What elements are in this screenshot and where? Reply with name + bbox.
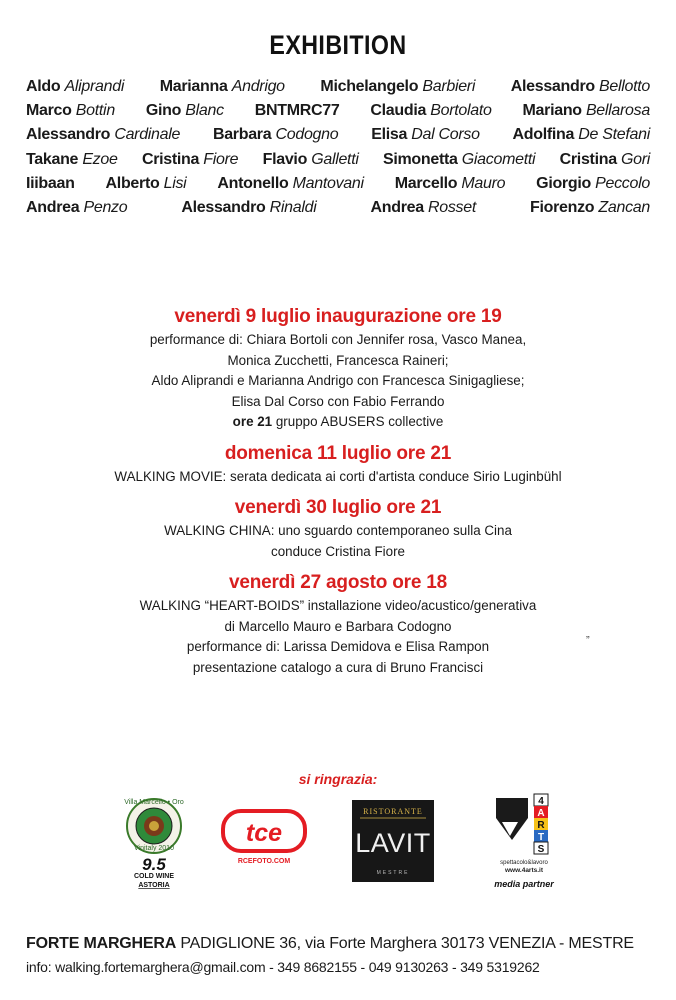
footer — [26, 932, 654, 978]
artist-last-name: De Stefani — [578, 126, 650, 144]
artist-first-name: Cristina — [141, 150, 200, 168]
event-line: WALKING CHINA: uno sguardo contemporaneo sulla Cina — [164, 523, 512, 538]
artist-name — [106, 175, 187, 193]
tce-sponsor-logo — [220, 808, 308, 868]
radio-frequency: 9.5 — [142, 855, 166, 874]
venue-address — [26, 932, 654, 956]
artist-name — [255, 102, 340, 120]
artist-first-name: Alberto — [105, 174, 160, 192]
tce-logo-text: tce — [245, 819, 283, 847]
artist-first-name: Simonetta — [382, 150, 458, 168]
artist-first-name: Fiorenzo — [529, 198, 595, 216]
lavit-bottom-text: MESTRE — [376, 870, 410, 876]
artist-first-name: Adolfina — [512, 126, 575, 144]
artist-first-name: Claudia — [370, 102, 427, 120]
artist-last-name: Ezoe — [82, 150, 118, 168]
artist-list — [26, 78, 650, 223]
artist-last-name: Andrigo — [231, 78, 285, 95]
event-line: presentazione catalogo a cura di Bruno Francisci — [192, 659, 484, 675]
event-title: domenica 11 luglio ore 21 — [224, 442, 452, 464]
artist-last-name: Barbieri — [422, 78, 476, 95]
artist-name — [213, 126, 338, 144]
artist-row — [26, 151, 650, 175]
event-line: di Marcello Mauro e Barbara Codogno — [224, 618, 452, 634]
artist-last-name: Fiore — [203, 150, 239, 168]
event-line: Monica Zucchetti, Francesca Raineri; — [227, 352, 449, 368]
artist-name — [530, 199, 650, 217]
4arts-letter: A — [537, 808, 545, 819]
artist-last-name: Rosset — [427, 198, 476, 216]
artist-first-name: Andrea — [370, 198, 424, 216]
quote-mark-decoration: „ — [586, 628, 590, 640]
artist-last-name: Lisi — [163, 174, 187, 192]
event-line: Elisa Dal Corso con Fabio Ferrando — [231, 393, 445, 409]
event-line: conduce Cristina Fiore — [271, 543, 405, 559]
artist-last-name: Mauro — [461, 174, 506, 192]
4arts-tagline: spettacolo&lavoro — [500, 860, 548, 866]
event-title: venerdì 27 agosto ore 18 — [228, 572, 447, 593]
radio-year: Vinitaly 2010 — [134, 845, 174, 852]
artist-first-name: Antonello — [217, 174, 289, 192]
lavit-name: LAVIT — [355, 828, 431, 858]
artist-name — [371, 126, 479, 144]
artist-first-name: Marco — [26, 102, 72, 120]
event-detail: gruppo ABUSERS collective — [272, 414, 444, 429]
radio-subtitle: COLD WINE — [133, 873, 175, 880]
artist-row — [26, 102, 650, 126]
artist-row — [26, 199, 650, 223]
artist-last-name: Peccolo — [595, 174, 650, 192]
artist-first-name: Giorgio — [536, 174, 591, 192]
4arts-letter: R — [537, 820, 545, 831]
4arts-letter: S — [537, 844, 545, 855]
artist-last-name: Bellarosa — [585, 102, 650, 120]
event-schedule — [0, 304, 676, 686]
artist-last-name: Bottin — [75, 102, 115, 120]
artist-first-name: Takane — [26, 150, 79, 168]
artist-first-name: Mariano — [522, 102, 582, 120]
radio-brand: ASTORIA — [138, 882, 170, 889]
artist-first-name: Barbara — [212, 126, 272, 144]
event-line — [0, 412, 676, 433]
artist-last-name: Rinaldi — [269, 198, 317, 216]
artist-last-name: Dal Corso — [411, 126, 480, 144]
4arts-sponsor-logo — [488, 792, 564, 892]
lavit-top-text: RISTORANTE — [363, 807, 423, 816]
artist-name — [536, 175, 650, 193]
artist-first-name: Alessandro — [181, 198, 266, 216]
artist-last-name: Aliprandi — [64, 78, 125, 95]
artist-row — [26, 78, 650, 102]
artist-last-name: Bortolato — [430, 102, 492, 120]
artist-name — [263, 151, 359, 169]
artist-last-name: Cardinale — [114, 126, 181, 144]
artist-first-name: BNTMRC77 — [254, 102, 340, 120]
artist-name — [26, 199, 127, 217]
tce-url: RCEFOTO.COM — [237, 858, 291, 865]
exhibition-title: EXHIBITION — [269, 30, 407, 60]
event-line: Aldo Aliprandi e Marianna Andrigo con Francesca Sinigagliese; — [151, 373, 525, 388]
radio-sponsor-logo — [124, 792, 184, 892]
artist-name — [181, 199, 316, 217]
artist-row — [26, 175, 650, 199]
thanks-label: si ringrazia: — [298, 771, 378, 787]
lavit-sponsor-logo — [352, 800, 434, 882]
artist-name — [217, 175, 363, 193]
artist-name — [370, 102, 491, 120]
artist-name — [146, 102, 224, 120]
artist-first-name: Marianna — [159, 78, 228, 95]
artist-name — [26, 102, 115, 120]
artist-name — [513, 126, 650, 144]
event-walking-china — [0, 495, 676, 562]
artist-name — [26, 175, 75, 193]
event-title: venerdì 9 luglio inaugurazione ore 19 — [174, 306, 502, 327]
artist-first-name: Cristina — [559, 150, 617, 168]
artist-last-name: Gori — [620, 150, 650, 168]
event-line: performance di: Chiara Bortoli con Jennifer rosa, Vasco Manea, — [149, 332, 527, 347]
artist-first-name: Alessandro — [26, 126, 111, 144]
event-heart-boids — [0, 570, 676, 678]
venue-name: FORTE MARGHERA — [26, 935, 177, 952]
artist-first-name: Flavio — [262, 150, 308, 168]
artist-last-name: Penzo — [83, 198, 128, 216]
4arts-letter: T — [537, 832, 545, 843]
event-time: ore 21 — [232, 414, 273, 429]
artist-last-name: Codogno — [275, 126, 339, 144]
artist-row — [26, 126, 650, 150]
artist-name — [511, 78, 650, 96]
4arts-letter: 4 — [538, 796, 544, 807]
media-partner-label: media partner — [494, 879, 554, 889]
artist-name — [26, 78, 124, 96]
event-title: venerdì 30 luglio ore 21 — [234, 497, 442, 518]
artist-last-name: Bellotto — [599, 78, 650, 95]
artist-first-name: Alessandro — [510, 78, 595, 95]
artist-name — [383, 151, 535, 169]
artist-name — [26, 126, 180, 144]
artist-last-name: Mantovani — [292, 174, 364, 192]
artist-name — [395, 175, 506, 193]
event-opening — [0, 304, 676, 433]
artist-first-name: Michelangelo — [320, 78, 419, 95]
artist-name — [160, 78, 285, 96]
artist-last-name: Giacometti — [461, 150, 536, 168]
4arts-url: www.4arts.it — [504, 867, 544, 874]
artist-last-name: Zancan — [598, 198, 650, 216]
artist-name — [371, 199, 476, 217]
artist-first-name: Iiibaan — [26, 174, 75, 192]
contact-info: info: walking.fortemarghera@gmail.com - 349 8682155 - 049 9130263 - 349 5319262 — [26, 959, 540, 975]
artist-name — [320, 78, 475, 96]
artist-name — [26, 151, 118, 169]
event-walking-movie — [0, 441, 676, 488]
artist-first-name: Andrea — [26, 198, 80, 216]
artist-last-name: Galletti — [311, 150, 359, 168]
artist-name — [523, 102, 650, 120]
artist-name — [142, 151, 238, 169]
artist-last-name: Blanc — [185, 102, 224, 120]
artist-first-name: Marcello — [394, 174, 458, 192]
event-line: WALKING MOVIE: serata dedicata ai corti d'artista conduce Sirio Luginbühl — [114, 468, 562, 484]
address-text: PADIGLIONE 36, via Forte Marghera 30173 VENEZIA - MESTRE — [176, 935, 634, 952]
artist-first-name: Elisa — [371, 126, 408, 144]
event-line: WALKING “HEART-BOIDS” installazione video/acustico/generativa — [139, 598, 537, 613]
artist-first-name: Gino — [145, 102, 182, 120]
artist-first-name: Aldo — [26, 78, 61, 95]
event-line: performance di: Larissa Demidova e Elisa Rampon — [186, 639, 490, 654]
artist-name — [560, 151, 650, 169]
radio-ring-text: Villa Marcello • Oro — [124, 799, 184, 806]
